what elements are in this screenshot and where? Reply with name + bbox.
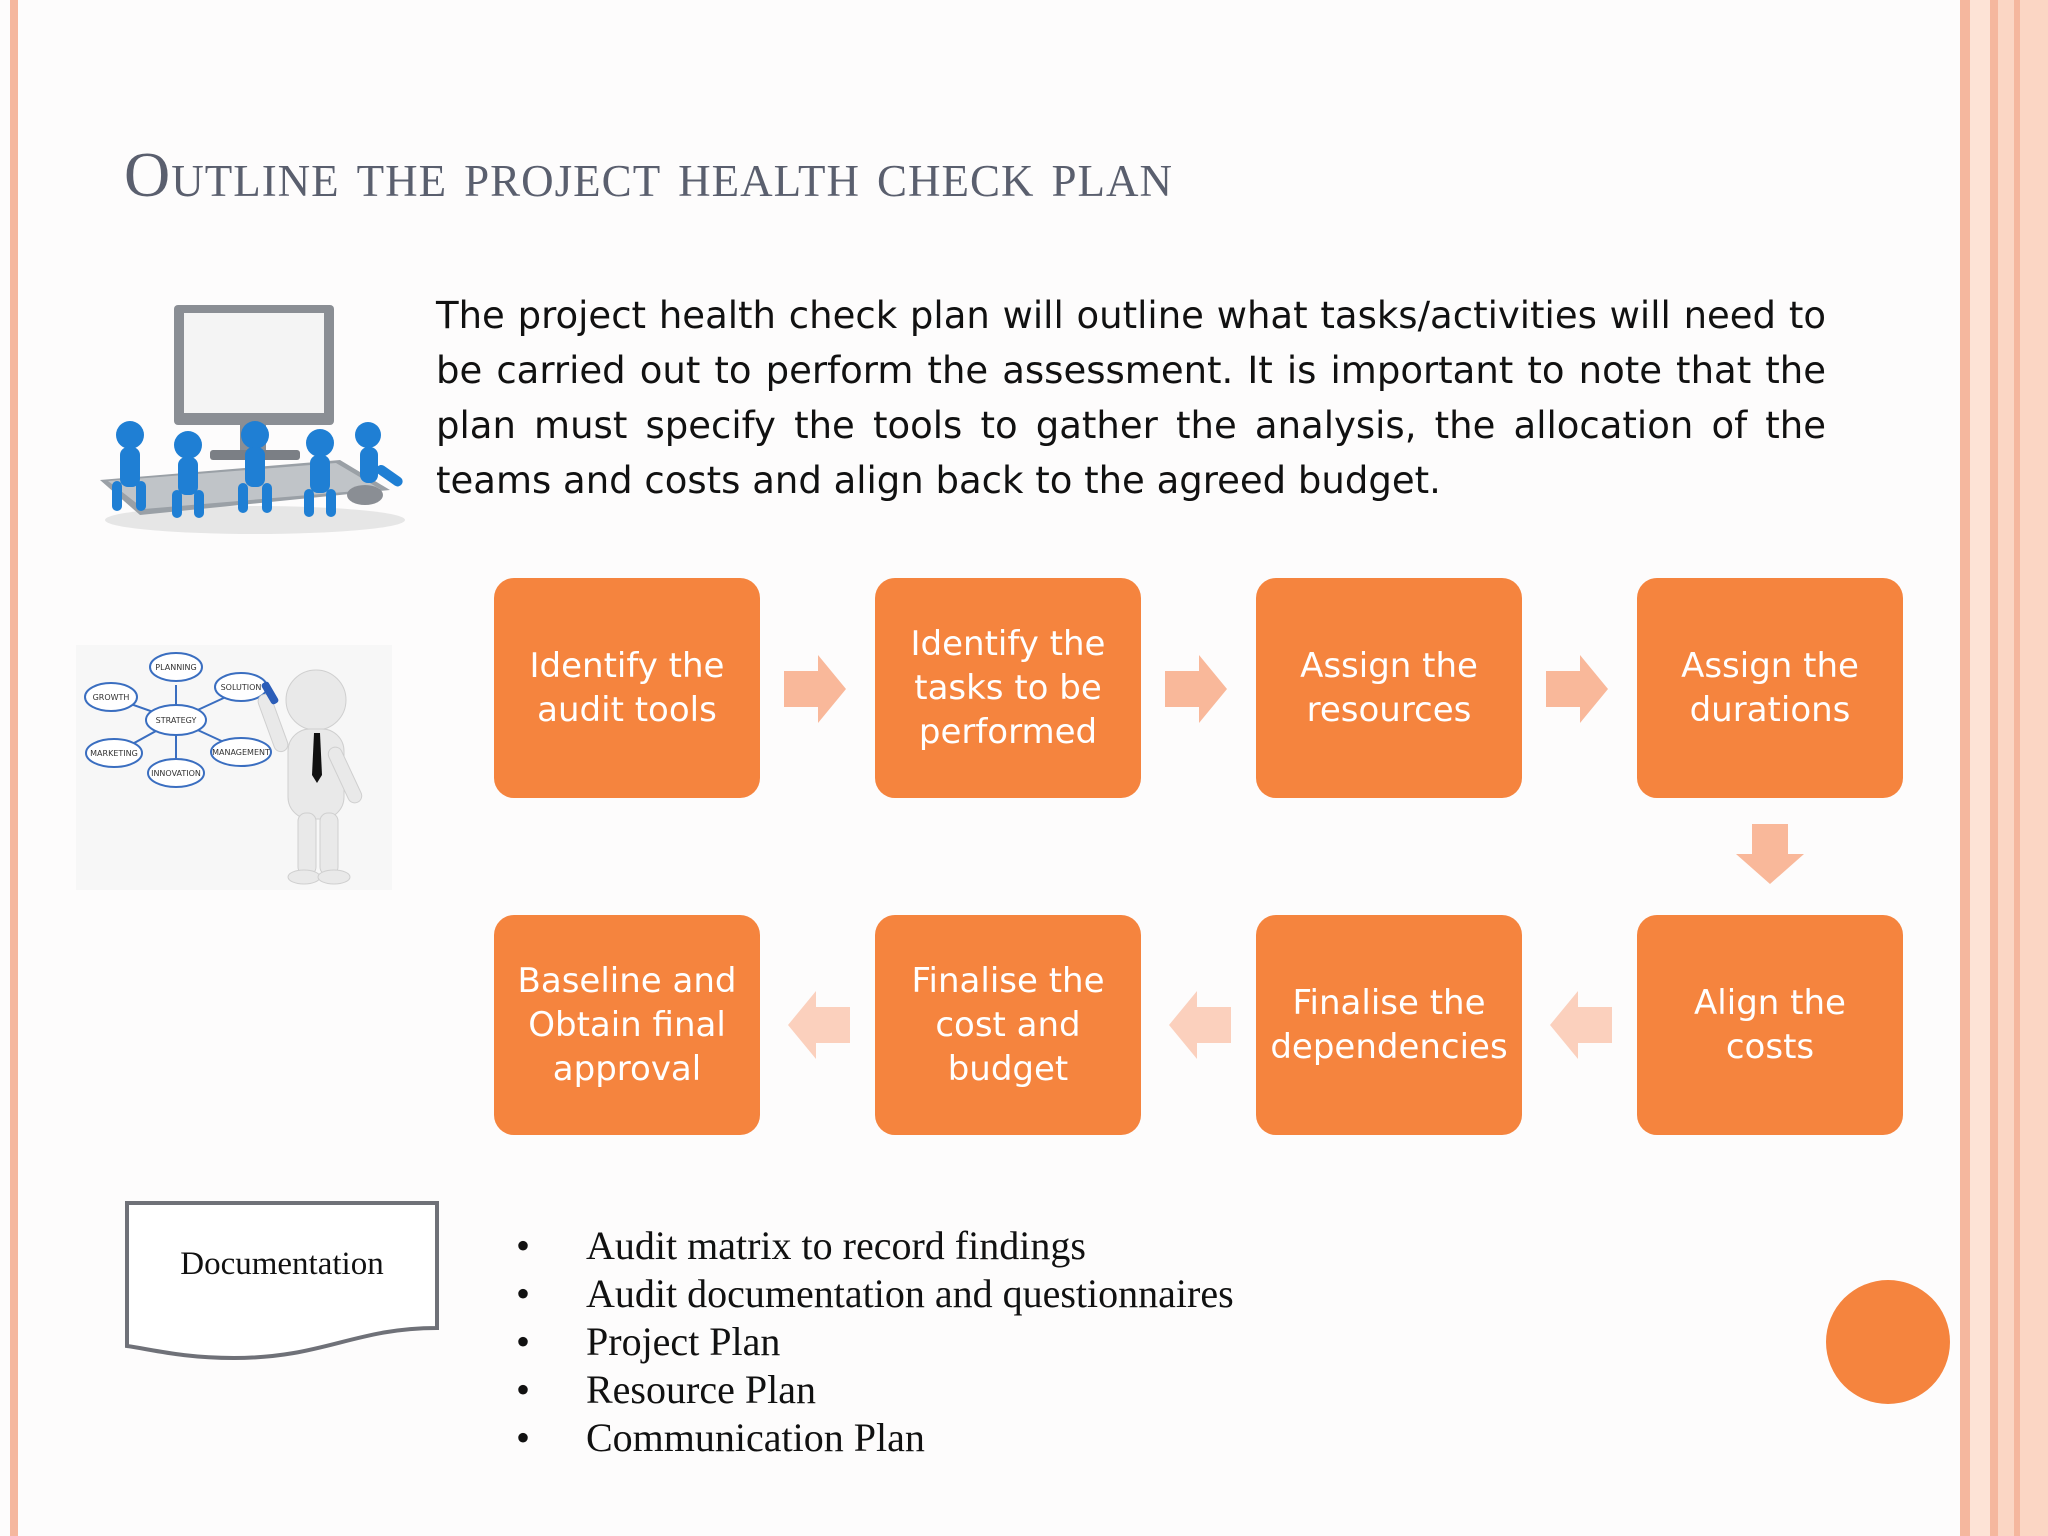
list-item [516,1318,1234,1366]
slide-border-left [10,0,18,1536]
documentation-list [516,1222,1234,1462]
list-item-text: Resource Plan [586,1367,816,1412]
slide-border-right-stripe [1960,0,1970,1536]
list-item-text: Audit documentation and questionnaires [586,1271,1234,1316]
step-assign-durations: Assign the durations [1637,578,1903,798]
step-finalise-cost-budget: Finalise the cost and budget [875,915,1141,1135]
documentation-label: Documentation [180,1246,384,1282]
arrow-down-icon [1736,824,1804,884]
list-item [516,1366,1234,1414]
list-item [516,1222,1234,1270]
slide-border-right [1998,0,2048,1536]
step-finalise-dependencies: Finalise the dependencies [1256,915,1522,1135]
step-identify-audit-tools: Identify the audit tools [494,578,760,798]
list-item [516,1414,1234,1462]
step-assign-resources: Assign the resources [1256,578,1522,798]
bullet: • [516,1367,531,1412]
bullet: • [516,1271,531,1316]
arrow-right-icon [1546,655,1608,723]
slide-title: Outline the project health check plan [124,139,1174,210]
strategy-label: MANAGEMENT [212,748,270,757]
strategy-label: INNOVATION [151,769,201,778]
list-item-text: Project Plan [586,1319,781,1364]
slide-border-right-stripe [2014,0,2020,1536]
step-baseline-approval: Baseline and Obtain final approval [494,915,760,1135]
strategy-label: PLANNING [155,663,197,672]
intro-paragraph: The project health check plan will outline what tasks/activities will need to be carried out to perform the assessment. It is important to note that the plan must specify the tools to gather the analysis, the allocation of the teams and costs and align back to the agreed budget. [436,294,1826,502]
list-item [516,1270,1234,1318]
arrow-left-icon [1169,991,1231,1059]
strategy-presenter-illustration [76,645,392,895]
team-computer-illustration [90,295,420,545]
step-identify-tasks: Identify the tasks to be performed [875,578,1141,798]
bullet: • [516,1223,531,1268]
arrow-left-icon [1550,991,1612,1059]
strategy-label: STRATEGY [155,716,197,725]
list-item-text: Communication Plan [586,1415,925,1460]
strategy-label: GROWTH [92,693,130,702]
decorative-circle [1826,1280,1950,1404]
arrow-right-icon [1165,655,1227,723]
arrow-right-icon [784,655,846,723]
list-item-text: Audit matrix to record findings [586,1223,1086,1268]
strategy-label: MARKETING [90,749,138,758]
step-align-costs: Align the costs [1637,915,1903,1135]
slide-border-right-stripe [1970,0,1990,1536]
arrow-left-icon [788,991,850,1059]
strategy-label: SOLUTION [220,683,262,692]
bullet: • [516,1415,531,1460]
slide-border-right-stripe [1990,0,1998,1536]
bullet: • [516,1319,531,1364]
